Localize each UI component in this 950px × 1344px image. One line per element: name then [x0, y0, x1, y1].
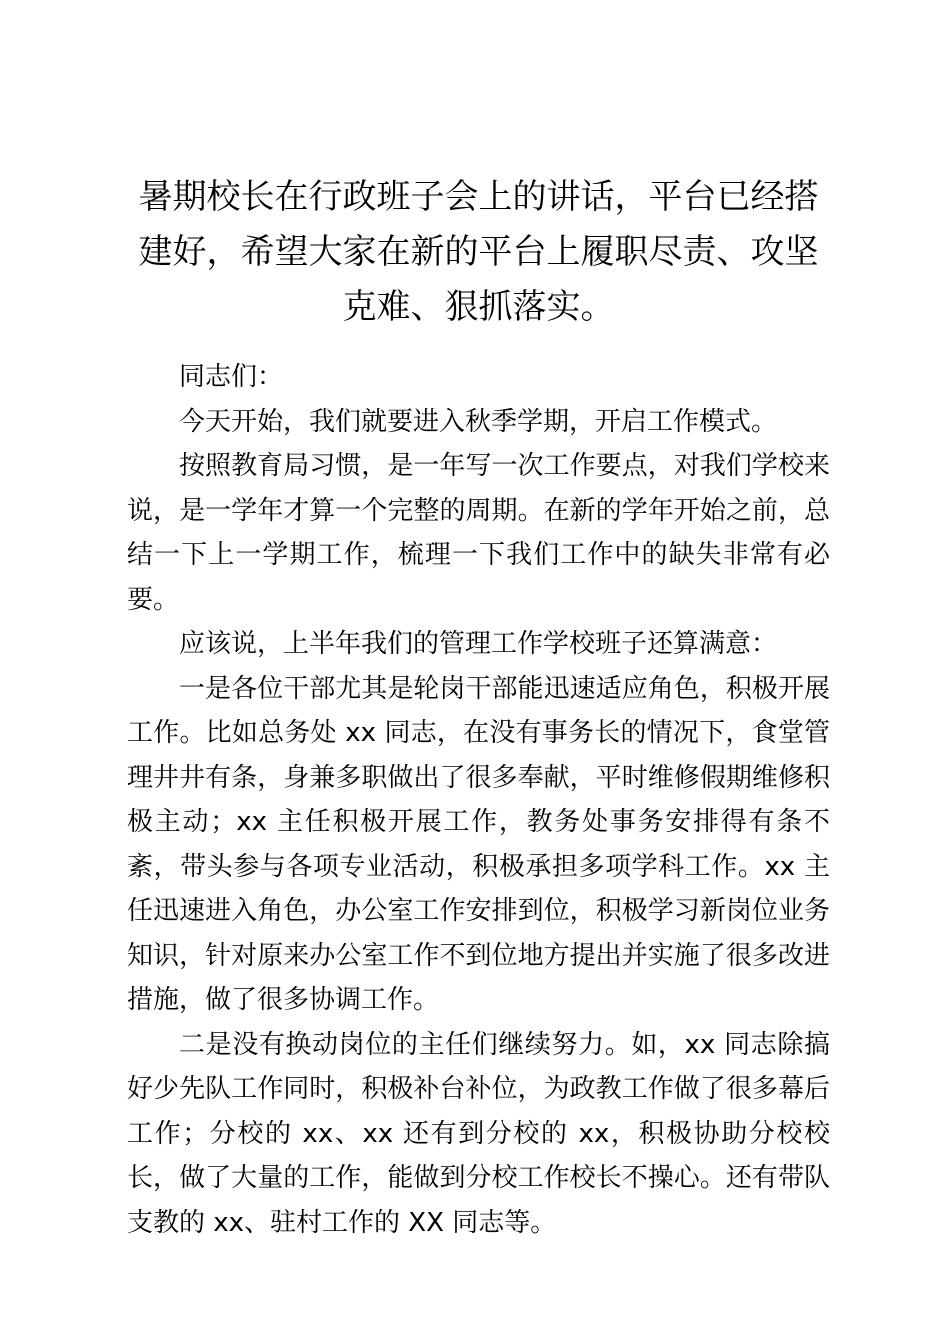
paragraph-salutation: 同志们： [179, 362, 284, 392]
document-title: 暑期校长在行政班子会上的讲话，平台已经搭建好，希望大家在新的平台上履职尽责、攻坚克难、狠抓落实。 [138, 177, 819, 327]
paragraph: 按照教育局习惯，是一年写一次工作要点，对我们学校来说，是一学年才算一个完整的周期。在新的学年开始之前，总结一下上一学期工作，梳理一下我们工作中的缺失非常有必要。 [127, 451, 830, 615]
paragraph: 二是没有换动岗位的主任们继续努力。如，xx 同志除搞好少先队工作同时，积极补台补位，为政教工作做了很多幕后工作；分校的 xx、xx 还有到分校的 xx，积极协助分校校长，做了大量的工作，能做到分校工作校长不操心。还有带队支教的 xx、驻村工作的 XX 同志等。 [127, 1029, 830, 1238]
document-body [127, 355, 830, 1245]
paragraph: 一是各位干部尤其是轮岗干部能迅速适应角色，积极开展工作。比如总务处 xx 同志，在没有事务长的情况下，食堂管理井井有条，身兼多职做出了很多奉献，平时维修假期维修积极主动；xx 主任积极开展工作，教务处事务安排得有条不紊，带头参与各项专业活动，积极承担多项学科工作。xx 主任迅速进入角色，办公室工作安排到位，积极学习新岗位业务知识，针对原来办公室工作不到位地方提出并实施了很多改进措施，做了很多协调工作。 [127, 673, 830, 1015]
paragraph: 今天开始，我们就要进入秋季学期，开启工作模式。 [179, 406, 778, 437]
paragraph: 应该说，上半年我们的管理工作学校班子还算满意： [179, 629, 778, 659]
